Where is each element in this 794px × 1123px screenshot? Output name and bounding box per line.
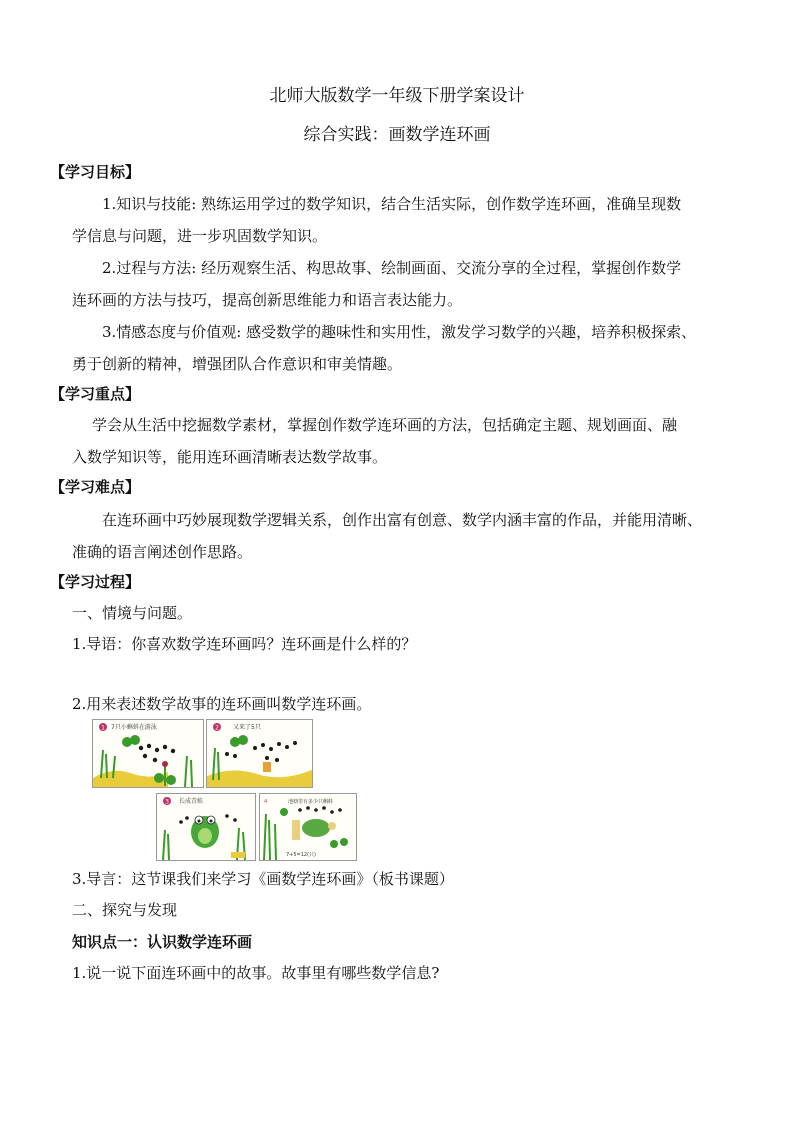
panel-4-caption: 池塘里有多少只蝌蚪 [288,799,334,805]
frog-icon [191,816,219,848]
process-question-3: 3.导言：这节课我们来学习《画数学连环画》（板书课题） [72,870,454,888]
comic-panel-4 [259,793,357,861]
goal-2-line-1: 2.过程与方法: 经历观察生活、构思故事、绘制画面、交流分享的全过程，掌握创作数学 [102,259,682,277]
lily-leaf-icon [130,735,140,745]
key-points-line-1: 学会从生活中挖掘数学素材，掌握创作数学连环画的方法，包括确定主题、规划画面、融 [92,416,678,434]
goal-3-line-2: 勇于创新的精神，增强团队合作意识和审美情趣。 [72,355,403,373]
goal-2-line-2: 连环画的方法与技巧，提高创新思维能力和语言表达能力。 [72,291,463,309]
panel-4-equation: 7+5=12(只) [286,852,317,858]
goal-1-line-1: 1.知识与技能: 熟练运用学过的数学知识，结合生活实际，创作数学连环画，准确呈现数 [102,195,682,213]
difficulties-heading: 【学习难点】 [50,478,141,496]
panel-1-caption: 7只小蝌蚪在游泳 [111,724,157,731]
sand-hill [231,852,245,858]
panel-2-caption: 又来了5只 [233,724,261,731]
lily-leaf-icon [154,773,164,783]
tadpoles-icon [298,806,342,814]
difficulties-line-2: 准确的语言阐述创作思路。 [72,543,253,561]
knowledge-point-1-question-1: 1.说一说下面连环画中的故事。故事里有哪些数学信息? [72,964,440,982]
goal-3-line-1: 3.情感态度与价值观: 感受数学的趣味性和实用性，激发学习数学的兴趣，培养积极探索、 [102,323,697,341]
lily-leaf-icon [166,775,176,785]
flower-icon [162,761,168,767]
key-points-line-2: 入数学知识等，能用连环画清晰表达数学故事。 [72,448,388,466]
key-points-heading: 【学习重点】 [50,385,141,403]
goals-heading: 【学习目标】 [50,163,141,181]
lily-leaf-icon [280,808,288,816]
process-part-1: 一、情境与问题。 [72,604,193,622]
lily-leaf-icon [340,838,348,846]
frog-icon [263,762,271,772]
panel-2-number: 2 [215,724,219,732]
comic-panel-2 [206,719,313,788]
process-question-1: 1.导语：你喜欢数学连环画吗？连环画是什么样的？ [72,635,417,653]
grass-icon [163,830,169,860]
knowledge-point-1-heading: 知识点一：认识数学连环画 [72,933,253,951]
comic-panel-1 [92,719,204,788]
difficulties-line-1: 在连环画中巧妙展现数学逻辑关系，创作出富有创意、数学内涵丰富的作品，并能用清晰、 [102,511,703,529]
panel-1-number: 1 [101,724,105,732]
document-title: 北师大版数学一年级下册学案设计 [269,86,525,106]
process-part-2: 二、探究与发现 [72,901,178,919]
lily-leaf-icon [238,735,248,745]
turtle-icon [292,819,336,840]
panel-4-number: 4 [264,799,268,805]
process-question-2: 2.用来表述数学故事的连环画叫数学连环画。 [72,695,372,713]
sand-hill [207,770,312,787]
tadpoles-icon [139,744,175,762]
grass-icon [185,756,192,787]
goal-1-line-2: 学信息与问题，进一步巩固数学知识。 [72,227,328,245]
document-subtitle: 综合实践：画数学连环画 [303,125,491,145]
lily-leaf-icon [330,840,338,848]
grass-icon [264,814,276,860]
panel-3-caption: 长成青蛙 [179,798,204,805]
panel-3-number: 3 [165,798,169,806]
process-heading: 【学习过程】 [50,573,141,591]
comic-panel-3 [156,793,256,861]
